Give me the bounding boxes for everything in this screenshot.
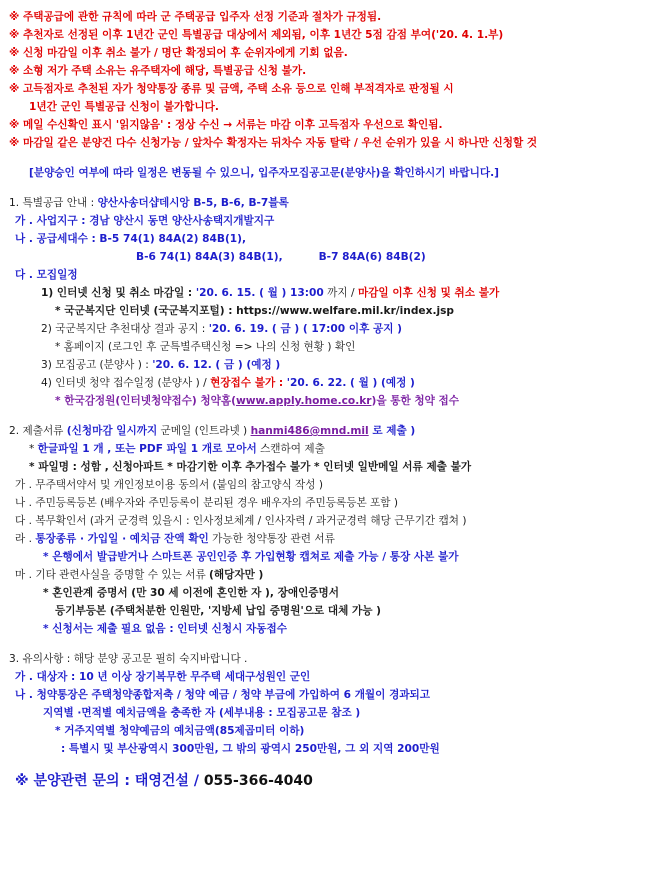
complex-name: 양산사송더샵데시앙 B-5, B-6, B-7블록 [97,197,289,209]
section-documents [9,422,649,638]
notice-item: ※ 추천자로 선정된 이후 1년간 군인 특별공급 대상에서 제외됨, 이후 1년간 5점 감점 부여('20. 4. 1.부) [9,29,504,41]
schedule-banner: [분양승인 여부에 따라 일정은 변동될 수 있으니, 입주자모집공고문(분양사)을 확인하시기 바랍니다.] [29,167,499,179]
notice-item: ※ 소형 저가 주택 소유는 유주택자에 해당, 특별공급 신청 불가. [9,65,307,77]
units-label: 나 . 공급세대수 : [15,233,100,245]
section-cautions [9,650,649,758]
eligibility: 가 . 대상자 : 10 년 이상 장기복무한 무주택 세대구성원인 군인 [15,671,311,683]
notice-item: ※ 주택공급에 관한 규칙에 따라 군 주택공급 입주자 선정 기준과 절차가 규정됨. [9,11,382,23]
units-b5: B-5 74(1) 84A(2) 84B(1), [99,233,247,245]
schedule-4-label: 4) 인터넷 청약 접수일정 (분양사 ) / [41,377,211,389]
applicable-only: (해당자만 ) [209,569,264,581]
registry-note: 등기부등본 (주택처분한 인원만, '지방세 납입 증명원'으로 대체 가능 ) [55,605,382,617]
schedule-1-sep: 까지 / [323,287,358,299]
schedule-3-date: '20. 6. 12. ( 금 ) (예정 ) [152,359,281,371]
apply-home-link[interactable]: www.apply.home.co.kr [235,395,372,407]
schedule-4-date: '20. 6. 22. ( 월 ) (예정 ) [283,377,415,389]
notice-item: ※ 메일 수신확인 표시 '읽지않음' : 정상 수신 → 서류는 마감 이후 고득점자 우선으로 확인됨. [9,119,443,131]
notice-item: 1년간 군인 특별공급 신청이 불가합니다. [29,101,219,113]
deposit-requirement: 지역별 ·면적별 예치금액을 충족한 자 (세부내용 : 모집공고문 참조 ) [43,707,361,719]
homepage-note: * 홈페이지 (로그인 후 군특별주택신청 => 나의 신청 현황 ) 확인 [55,341,356,353]
schedule-3-label: 3) 모집공고 (분양사 ) : [41,359,153,371]
units-b7: B-7 84A(6) 84B(2) [318,251,426,263]
section-title: 1. 특별공급 안내 : [9,197,98,209]
section-special-supply [9,194,649,410]
contact-footer [9,770,649,792]
district-label: 가 . 사업지구 : [15,215,90,227]
onsite-unavailable: 현장접수 불가 : [210,377,284,389]
notice-item: ※ 고득점자로 추천된 자가 청약통장 종류 및 금액, 주택 소유 등으로 인해 부적격자로 판정될 시 [9,83,454,95]
doc-item: 마 . 기타 관련사실을 증명할 수 있는 서류 [15,569,210,581]
schedule-1-warning: 마감일 이후 신청 및 취소 불가 [357,287,500,299]
doc-item-prefix: 라 . [15,533,36,545]
file-format-note: 한글파일 1 개 , 또는 PDF 파일 1 개로 모아서 [37,443,257,455]
notice-item: ※ 신청 마감일 이후 취소 불가 / 명단 확정되어 후 순위자에게 기회 없음. [9,47,348,59]
bank-note: * 은행에서 발급받거나 스마트폰 공인인증 후 가입현황 캡쳐로 제출 가능 / 통장 사본 불가 [43,551,459,563]
doc-item: 다 . 복무확인서 (과거 군경력 있을시 : 인사정보체계 / 인사자력 / 과거군경력 해당 근무기간 캡쳐 ) [15,515,467,527]
auto-receipt-note: * 신청서는 제출 필요 없음 : 인터넷 신청시 자동접수 [43,623,287,635]
district-value: 경남 양산시 동면 양산사송택지개발지구 [89,215,275,227]
doc-item: 나 . 주민등록등본 (배우자와 주민등록이 분리된 경우 배우자의 주민등록등본 포함 ) [15,497,399,509]
account-requirement: 나 . 청약통장은 주택청약종합저축 / 청약 예금 / 청약 부금에 가입하여 6 개월이 경과되고 [15,689,431,701]
submit-email-link[interactable]: hanmi486@mnd.mil [250,425,369,437]
units-b6: B-6 74(1) 84A(3) 84B(1), [136,251,283,263]
contact-label: ※ 분양관련 문의 : 태영건설 / [15,773,204,789]
filename-note: * 파일명 : 성함 , 신청아파트 * 마감기한 이후 추가접수 불가 * 인터넷 일반메일 서류 제출 불가 [29,461,472,473]
scan-note: 스캔하여 제출 [256,443,325,455]
military-mail-label: 군메일 (인트라넷 ) [157,425,251,437]
doc-item: 가 . 무주택서약서 및 개인정보이용 동의서 (붙임의 참고양식 작성 ) [15,479,324,491]
schedule-1-date: '20. 6. 15. ( 월 ) 13:00 [195,287,324,299]
deposit-amounts: : 특별시 및 부산광역시 300만원, 그 밖의 광역시 250만원, 그 외 지역 200만원 [61,743,440,755]
apply-home-note: * 한국감정원(인터넷청약접수) 청약홈( [55,395,236,407]
section-title: 2. 제출서류 [9,425,67,437]
schedule-2-date: '20. 6. 19. ( 금 ) ( 17:00 이후 공지 ) [208,323,402,335]
schedule-1-label: 1) 인터넷 신청 및 취소 마감일 : [41,287,196,299]
apply-home-note-end: )을 통한 청약 접수 [371,395,460,407]
contact-phone[interactable]: 055-366-4040 [203,773,313,789]
schedule-2-label: 2) 국군복지단 추천대상 결과 공지 : [41,323,209,335]
notice-list [9,8,649,152]
welfare-portal-note: * 국군복지단 인터넷 (국군복지포털) : https://www.welfare.mil.kr/index.jsp [55,305,454,317]
schedule-label: 다 . 모집일정 [15,269,78,281]
deposit-note: * 거주지역별 청약예금의 예치금액(85제곱미터 이하) [55,725,305,737]
account-docs: 가능한 청약통장 관련 서류 [208,533,335,545]
notice-item: ※ 마감일 같은 분양건 다수 신청가능 / 앞차수 확정자는 뒤차수 자동 탈락 / 우선 순위가 있을 시 하나만 신청할 것 [9,137,538,149]
section-title: 3. 유의사항 : 해당 분양 공고문 필히 숙지바랍니다 . [9,653,248,665]
submit-note: 로 제출 ) [368,425,416,437]
note-bullet: * [29,443,38,455]
deadline-note: (신청마감 일시까지 [66,425,158,437]
account-check: 통장종류 · 가입일 · 예치금 잔액 확인 [35,533,209,545]
marriage-cert-note: * 혼인관계 증명서 (만 30 세 이전에 혼인한 자 ), 장애인증명서 [43,587,340,599]
